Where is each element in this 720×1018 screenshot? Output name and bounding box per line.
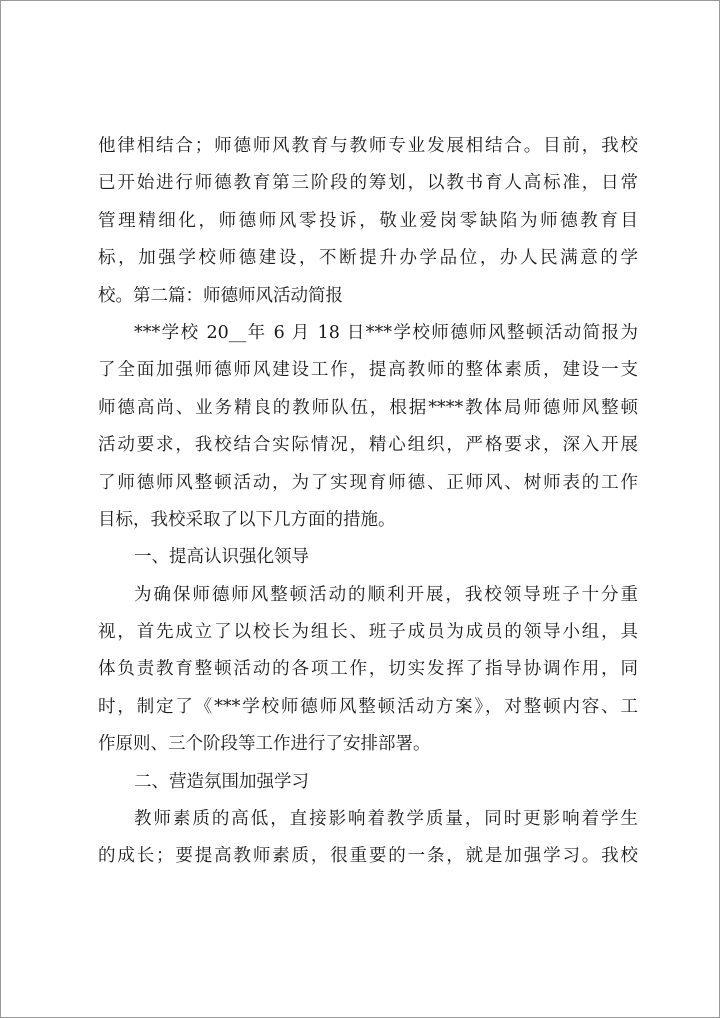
- text-line: 作原则、三个阶段等工作进行了安排部署。: [98, 734, 431, 755]
- text-line: 校。第二篇：师德师风活动简报: [98, 285, 343, 306]
- text-line: 视，首先成立了以校长为组长、班子成员为成员的领导小组，具: [98, 622, 638, 643]
- text-line: 已开始进行师德教育第三阶段的筹划，以教书育人高标准，日常: [98, 173, 638, 194]
- text-line: 体负责教育整顿活动的各项工作，切实发挥了指导协调作用，同: [98, 659, 638, 680]
- text-line: 目标，我校采取了以下几方面的措施。: [98, 509, 396, 530]
- section-heading: 二、营造氛围加强学习: [134, 771, 309, 792]
- text-line: 管理精细化，师德师风零投诉，敬业爱岗零缺陷为师德教育目: [98, 210, 638, 231]
- text-line: 的成长；要提高教师素质，很重要的一条，就是加强学习。我校: [98, 846, 638, 867]
- paragraph-start: ***学校 20__年 6 月 18 日***学校师德师风整顿活动简报为: [134, 322, 638, 343]
- paragraph-start: 教师素质的高低，直接影响着教学质量，同时更影响着学生: [134, 809, 638, 830]
- text-line: 时，制定了《***学校师德师风整顿活动方案》，对整顿内容、工: [98, 696, 638, 717]
- text-line: 他律相结合；师德师风教育与教师专业发展相结合。目前，我校: [98, 136, 638, 156]
- text-line: 了师德师风整顿活动，为了实现育师德、正师风、树师表的工作: [98, 472, 638, 493]
- text-line: 了全面加强师德师风建设工作，提高教师的整体素质，建设一支: [98, 360, 638, 381]
- section-heading: 一、提高认识强化领导: [134, 547, 309, 568]
- text-line: 师德高尚、业务精良的教师队伍，根据****教体局师德师风整顿: [98, 397, 638, 418]
- text-line: 标，加强学校师德建设，不断提升办学品位，办人民满意的学: [98, 248, 638, 269]
- text-line: 活动要求，我校结合实际情况，精心组织，严格要求，深入开展: [98, 435, 638, 456]
- document-body: [98, 128, 638, 876]
- paragraph-start: 为确保师德师风整顿活动的顺利开展，我校领导班子十分重: [134, 584, 638, 605]
